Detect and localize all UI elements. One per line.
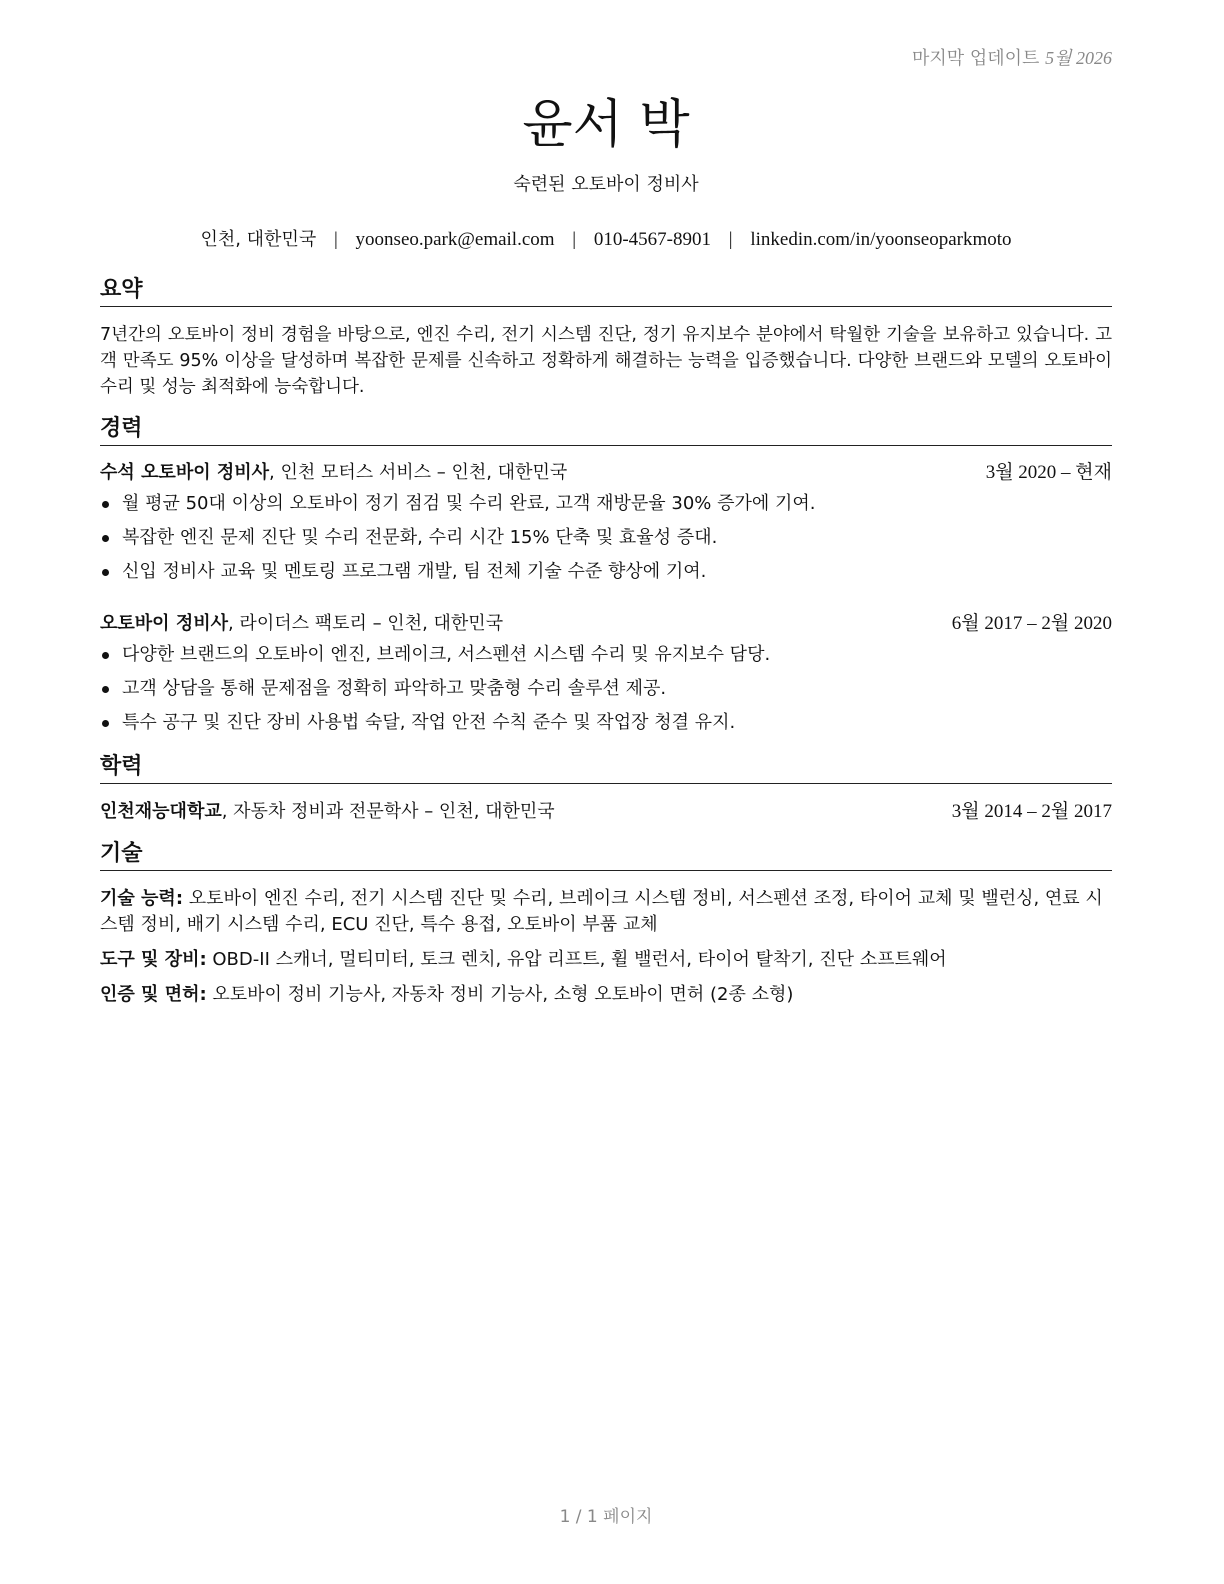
skill-value: 오토바이 정비 기능사, 자동차 정비 기능사, 소형 오토바이 면허 (2종 소형) [206, 984, 794, 1005]
summary-text: 7년간의 오토바이 정비 경험을 바탕으로, 엔진 수리, 전기 시스템 진단, 정기 유지보수 분야에서 탁월한 기술을 보유하고 있습니다. 고객 만족도 95% 이상을 달성하며 복잡한 문제를 신속하고 정확하게 해결하는 능력을 입증했습니다. 다양한 브랜드와 모델의 오토바이 수리 및 성능 최적화에 능숙합니다. [100, 325, 1112, 397]
contact-separator: | [572, 229, 577, 250]
last-updated-date: 5월 2026 [1045, 48, 1112, 68]
contact-line [100, 225, 1112, 251]
last-updated-label: 마지막 업데이트 [911, 48, 1040, 69]
bullet-icon [102, 569, 109, 576]
bullet-icon [102, 652, 109, 659]
bullet-text: 다양한 브랜드의 오토바이 엔진, 브레이크, 서스펜션 시스템 수리 및 유지보수 담당. [122, 644, 771, 665]
job-dates [986, 460, 1112, 486]
list-item [100, 521, 1112, 555]
list-item [100, 487, 1112, 521]
experience-entry-header [100, 611, 1112, 637]
job-title: 수석 오토바이 정비사 [100, 462, 270, 483]
page-number: 1 / 1 페이지 [559, 1507, 653, 1527]
bullet-text: 고객 상담을 통해 문제점을 정확히 파악하고 맞춤형 수리 솔루션 제공. [122, 678, 667, 699]
candidate-name: 윤서 박 [522, 95, 690, 155]
bullet-text: 신입 정비사 교육 및 멘토링 프로그램 개발, 팀 전체 기술 수준 향상에 기여. [122, 561, 707, 582]
bullet-text: 복잡한 엔진 문제 진단 및 수리 전문화, 수리 시간 15% 단축 및 효율성 증대. [122, 527, 718, 548]
skill-label: 도구 및 장비: [100, 949, 207, 970]
list-item [100, 672, 1112, 706]
education-entry [100, 799, 1112, 825]
contact-separator: | [728, 229, 733, 250]
job-dates [952, 611, 1112, 637]
list-item [100, 555, 1112, 589]
bullet-text: 월 평균 50대 이상의 오토바이 정기 점검 및 수리 완료, 고객 재방문율 30% 증가에 기여. [122, 493, 816, 514]
bullet-text: 특수 공구 및 진단 장비 사용법 숙달, 작업 안전 수칙 준수 및 작업장 청결 유지. [122, 712, 736, 733]
section-title-education: 학력 [100, 753, 1112, 784]
bullet-icon [102, 501, 109, 508]
job-bullets [100, 638, 1112, 740]
resume-page [100, 0, 1112, 1584]
education-dates-text: 3월 2014 – 2월 2017 [951, 801, 1112, 822]
degree-detail: , 자동차 정비과 전문학사 – 인천, 대한민국 [221, 801, 555, 822]
job-employer: , 인천 모터스 서비스 – 인천, 대한민국 [269, 462, 568, 483]
job-dates-text: 3월 2020 – 현재 [985, 462, 1112, 483]
school-name: 인천재능대학교 [100, 801, 222, 822]
list-item [100, 638, 1112, 672]
skill-row-tools [100, 947, 1112, 973]
job-bullets [100, 487, 1112, 589]
experience-entry-header [100, 460, 1112, 486]
contact-separator: | [333, 229, 338, 250]
section-title-summary: 요약 [100, 276, 1112, 307]
list-item [100, 706, 1112, 740]
skill-label: 기술 능력: [100, 888, 184, 909]
contact-linkedin[interactable]: linkedin.com/in/yoonseoparkmoto [750, 229, 1012, 250]
job-dates-text: 6월 2017 – 2월 2020 [951, 613, 1112, 634]
last-updated [912, 44, 1112, 70]
bullet-icon [102, 535, 109, 542]
contact-location: 인천, 대한민국 [200, 229, 317, 250]
skill-label: 인증 및 면허: [100, 984, 207, 1005]
candidate-headline: 숙련된 오토바이 정비사 [513, 174, 699, 195]
skill-row-technical [100, 886, 1112, 938]
job-employer: , 라이더스 팩토리 – 인천, 대한민국 [227, 613, 504, 634]
bullet-icon [102, 720, 109, 727]
section-title-skills: 기술 [100, 840, 1112, 871]
contact-email[interactable]: yoonseo.park@email.com [355, 229, 555, 250]
skill-value: 오토바이 엔진 수리, 전기 시스템 진단 및 수리, 브레이크 시스템 정비, 서스펜션 조정, 타이어 교체 및 밸런싱, 연료 시스템 정비, 배기 시스템 수리, ECU 진단, 특수 용접, 오토바이 부품 교체 [100, 888, 1103, 935]
contact-phone: 010-4567-8901 [593, 229, 712, 250]
job-title: 오토바이 정비사 [100, 613, 228, 634]
skill-row-certifications [100, 982, 1112, 1008]
skill-value: OBD-II 스캐너, 멀티미터, 토크 렌치, 유압 리프트, 휠 밸런서, 타이어 탈착기, 진단 소프트웨어 [206, 949, 947, 970]
section-title-experience: 경력 [100, 415, 1112, 446]
bullet-icon [102, 686, 109, 693]
education-dates [952, 799, 1112, 825]
